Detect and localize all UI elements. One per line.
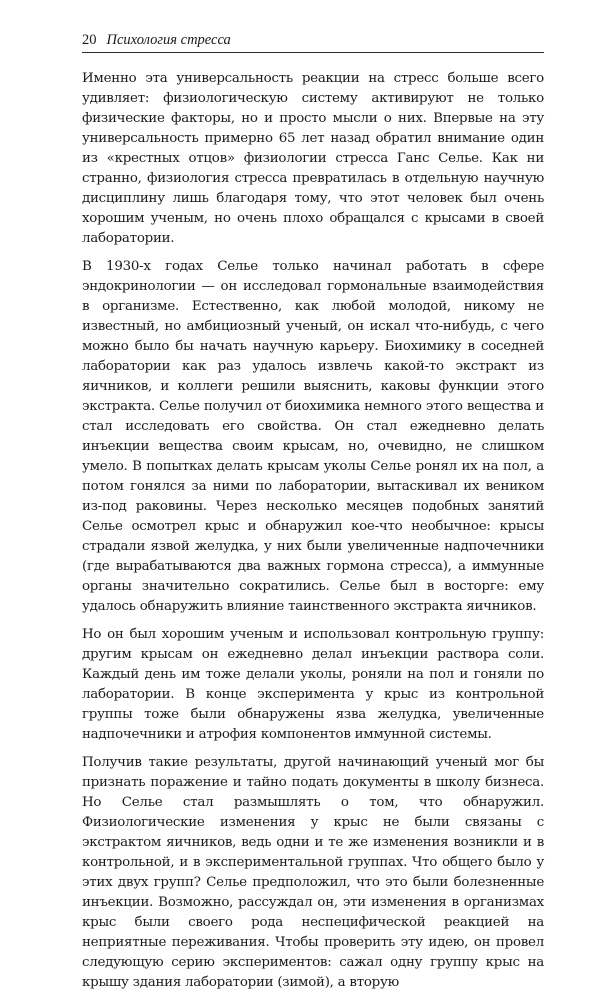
paragraph-4: Получив такие результаты, другой начинающий ученый мог бы признать поражение и тайно подать документы в школу бизнеса. Но Селье стал размышлять о том, что обнаружил. Физиологические изменения у крыс не были связаны с экстрактом яичников, ведь одни и те же изменения возникли и в контрольной, и в экспериментальной группах. Что общего было у этих двух групп? Селье предположил, что это были болезненные инъекции. Возможно, рассуждал он, эти изменения в организмах крыс были своего рода неспецифической реакцией на неприятные переживания. Чтобы проверить эту идею, он провел следующую серию экспериментов: сажал одну группу крыс на крышу здания лаборатории (зимой), а вторую <box>82 755 544 990</box>
paragraph-3: Но он был хорошим ученым и использовал контрольную группу: другим крысам он ежедневно делал инъекции раствора соли. Каждый день им тоже делали уколы, роняли на пол и гоняли по лаборатории. В конце эксперимента у крыс из контрольной группы тоже были обнаружены язва желудка, увеличенные надпочечники и атрофия компонентов иммунной системы. <box>82 627 544 742</box>
paragraph-2: В 1930-х годах Селье только начинал работать в сфере эндокринологии — он исследовал гормональные взаимодействия в организме. Естественно, как любой молодой, никому не известный, но амбициозный ученый, он искал что-нибудь, с чего можно было бы начать научную карьеру. Биохимику в соседней лаборатории как раз удалось извлечь какой-то экстракт из яичников, и коллеги решили выяснить, каковы функции этого экстракта. Селье получил от биохимика немного этого вещества и стал исследовать его свойства. Он стал ежедневно делать инъекции вещества своим крысам, но, очевидно, не слишком умело. В попытках делать крысам уколы Селье ронял их на пол, а потом гонялся за ними по лаборатории, вытаскивал их веником из-под раковины. Через несколько месяцев подобных занятий Селье осмотрел крыс и обнаружил кое-что необычное: крысы страдали язвой желудка, у них были увеличенные надпочечники (где вырабатываются два важных гормона стресса), а иммунные органы значительно сократились. Селье был в восторге: ему удалось обнаружить влияние таинственного экстракта яичников. <box>82 259 544 614</box>
paragraph-1: Именно эта универсальность реакции на стресс больше всего удивляет: физиологическую систему активируют не только физические факторы, но и просто мысли о них. Впервые на эту универсальность примерно 65 лет назад обратил внимание один из «крестных отцов» физиологии стресса Ганс Селье. Как ни странно, физиология стресса превратилась в отдельную научную дисциплину лишь благодаря тому, что этот человек был очень хорошим ученым, но очень плохо обращался с крысами в своей лаборатории. <box>82 71 544 246</box>
running-head <box>82 30 544 53</box>
body-text <box>82 69 544 993</box>
book-page <box>82 30 544 1001</box>
section-title: Психология стресса <box>106 32 231 48</box>
page-number: 20 <box>82 32 97 48</box>
